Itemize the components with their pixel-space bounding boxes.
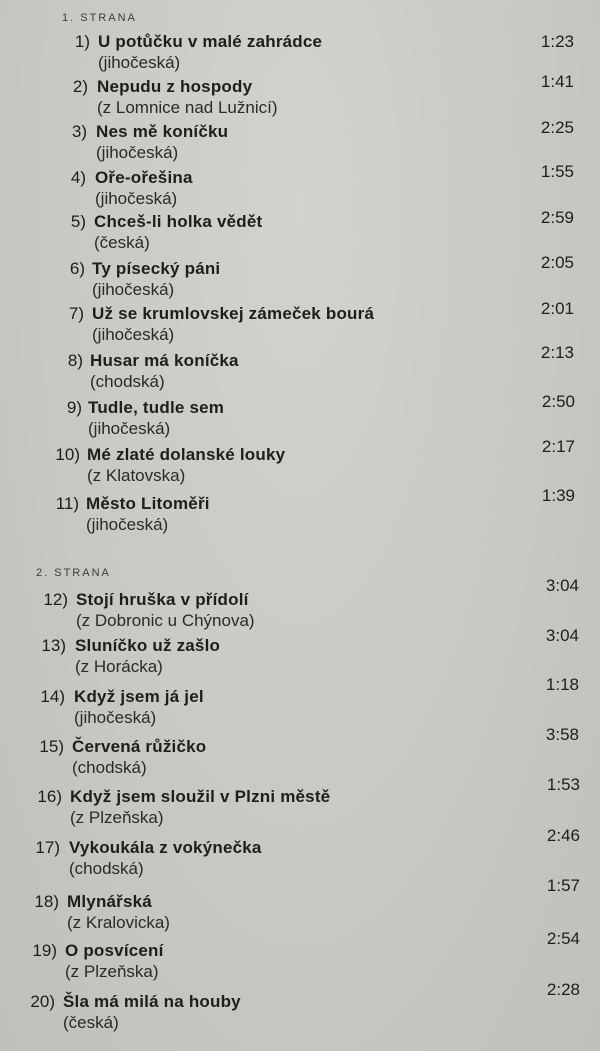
track-duration: 2:28 bbox=[546, 980, 580, 999]
track-origin: (jihočeská) bbox=[86, 515, 169, 534]
track-row bbox=[0, 32, 600, 78]
track-row bbox=[0, 392, 600, 444]
track-duration: 1:23 bbox=[540, 32, 574, 51]
track-origin: (z Horácka) bbox=[75, 657, 163, 676]
side-2-label: 2. STRANA bbox=[36, 567, 111, 579]
track-row bbox=[0, 876, 600, 938]
track-origin: (jihočeská) bbox=[92, 280, 175, 299]
track-title: Tudle, tudle sem bbox=[88, 398, 225, 417]
track-row bbox=[0, 208, 600, 258]
track-origin: (jihočeská) bbox=[98, 53, 181, 72]
track-row bbox=[0, 775, 600, 833]
track-number: 7) bbox=[68, 304, 84, 323]
track-title: Mlynářská bbox=[67, 892, 152, 911]
track-duration: 2:46 bbox=[546, 826, 580, 845]
track-number: 9) bbox=[66, 398, 82, 417]
track-number: 14) bbox=[40, 687, 65, 706]
track-duration: 2:01 bbox=[540, 299, 574, 318]
track-duration: 2:54 bbox=[546, 929, 580, 948]
track-number: 15) bbox=[39, 737, 64, 756]
track-duration: 1:41 bbox=[540, 72, 574, 91]
track-origin: (z Plzeňska) bbox=[70, 808, 164, 827]
track-row bbox=[0, 72, 600, 123]
track-duration: 1:57 bbox=[546, 876, 580, 895]
track-duration: 1:53 bbox=[546, 775, 580, 794]
track-row bbox=[0, 118, 600, 168]
track-origin: (z Lomnice nad Lužnicí) bbox=[97, 98, 278, 117]
side-1-label: 1. STRANA bbox=[62, 12, 137, 24]
track-title: Město Litoměři bbox=[86, 494, 210, 513]
track-duration: 2:17 bbox=[541, 437, 575, 456]
track-number: 3) bbox=[71, 122, 87, 141]
track-origin: (jihočeská) bbox=[96, 143, 179, 162]
track-row bbox=[0, 299, 600, 350]
track-origin: (chodská) bbox=[90, 372, 165, 391]
track-origin: (z Dobronic u Chýnova) bbox=[76, 611, 255, 630]
track-number: 19) bbox=[32, 941, 57, 960]
track-duration: 3:58 bbox=[545, 725, 579, 744]
track-title: Když jsem sloužil v Plzni městě bbox=[70, 787, 331, 806]
track-number: 8) bbox=[67, 351, 83, 370]
track-number: 4) bbox=[70, 168, 86, 187]
track-origin: (chodská) bbox=[69, 859, 144, 878]
track-row bbox=[0, 486, 600, 540]
track-number: 17) bbox=[35, 838, 60, 857]
track-title: Husar má koníčka bbox=[90, 351, 239, 370]
track-duration: 3:04 bbox=[545, 576, 579, 595]
track-title: Nes mě koníčku bbox=[96, 122, 229, 141]
track-row bbox=[0, 675, 600, 733]
track-duration: 1:39 bbox=[541, 486, 575, 505]
track-number: 18) bbox=[34, 892, 59, 911]
track-number: 11) bbox=[55, 494, 79, 513]
track-origin: (z Klatovska) bbox=[87, 466, 186, 485]
track-origin: (jihočeská) bbox=[95, 189, 178, 208]
track-row bbox=[0, 725, 600, 783]
track-row bbox=[0, 576, 600, 636]
track-origin: (chodská) bbox=[72, 758, 147, 777]
track-duration: 2:25 bbox=[540, 118, 574, 137]
track-title: Vykoukála z vokýnečka bbox=[69, 838, 262, 857]
track-duration: 2:50 bbox=[541, 392, 575, 411]
track-number: 20) bbox=[30, 992, 55, 1011]
track-number: 13) bbox=[41, 636, 66, 655]
track-origin: (jihočeská) bbox=[88, 419, 171, 438]
track-duration: 1:55 bbox=[540, 162, 574, 181]
track-row bbox=[0, 162, 600, 214]
track-title: Nepudu z hospody bbox=[97, 77, 253, 96]
track-row bbox=[0, 929, 600, 987]
track-title: Mé zlaté dolanské louky bbox=[87, 445, 286, 464]
track-origin: (z Kralovicka) bbox=[67, 913, 170, 932]
track-origin: (česká) bbox=[94, 233, 150, 252]
track-duration: 3:04 bbox=[545, 626, 579, 645]
track-row bbox=[0, 343, 600, 397]
track-duration: 2:59 bbox=[540, 208, 574, 227]
track-title: Už se krumlovskej zámeček bourá bbox=[92, 304, 375, 323]
track-row bbox=[0, 437, 600, 491]
track-row bbox=[0, 826, 600, 884]
track-number: 10) bbox=[55, 445, 80, 464]
track-origin: (jihočeská) bbox=[74, 708, 157, 727]
track-title: O posvícení bbox=[65, 941, 164, 960]
track-title: Stojí hruška v přídolí bbox=[76, 590, 249, 609]
track-title: U potůčku v malé zahrádce bbox=[98, 32, 323, 51]
track-number: 16) bbox=[37, 787, 62, 806]
track-number: 5) bbox=[70, 212, 86, 231]
track-title: Červená růžičko bbox=[72, 737, 207, 756]
track-row bbox=[0, 626, 600, 682]
track-origin: (česká) bbox=[63, 1013, 119, 1032]
track-row bbox=[0, 253, 600, 305]
track-duration: 2:13 bbox=[540, 343, 574, 362]
track-origin: (jihočeská) bbox=[92, 325, 175, 344]
track-title: Sluníčko už zašlo bbox=[75, 636, 221, 655]
track-number: 2) bbox=[72, 77, 88, 96]
track-title: Šla má milá na houby bbox=[63, 992, 241, 1011]
track-origin: (z Plzeňska) bbox=[65, 962, 159, 981]
track-number: 6) bbox=[69, 259, 85, 278]
track-duration: 2:05 bbox=[540, 253, 574, 272]
track-title: Ty písecký páni bbox=[92, 259, 221, 278]
track-row bbox=[0, 980, 600, 1038]
track-title: Chceš-li holka vědět bbox=[94, 212, 263, 231]
track-duration: 1:18 bbox=[545, 675, 579, 694]
track-number: 12) bbox=[43, 590, 68, 609]
track-title: Když jsem já jel bbox=[74, 687, 204, 706]
track-number: 1) bbox=[74, 32, 90, 51]
track-title: Oře-ořešina bbox=[95, 168, 193, 187]
